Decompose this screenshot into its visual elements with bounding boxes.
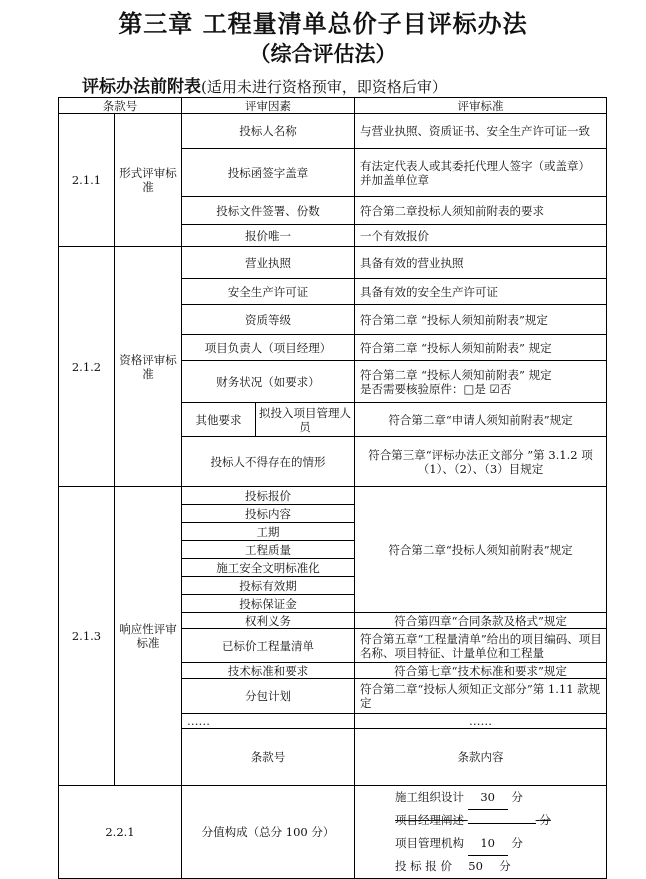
- factor-cell: 施工安全文明标准化: [182, 559, 355, 577]
- score-items: [355, 786, 607, 879]
- standard-cell: 符合第二章“申请人须知前附表”规定: [355, 403, 607, 437]
- score-line: [357, 786, 604, 809]
- header-clause: 条款号: [59, 98, 182, 114]
- table-row: [59, 487, 607, 505]
- factor-cell: 投标文件签署、份数: [182, 197, 355, 225]
- score-unit: 分: [539, 813, 551, 827]
- standard-cell: 符合第二章投标人须知前附表的要求: [355, 197, 607, 225]
- header-factor: 评审因素: [182, 98, 355, 114]
- score-line: [357, 809, 604, 832]
- score-unit: 分: [511, 836, 523, 850]
- table-row: [59, 114, 607, 149]
- ellipsis-factor: ……: [182, 714, 355, 729]
- score-content: 分值构成（总分 100 分）: [182, 786, 355, 879]
- sheet-heading: [82, 72, 447, 97]
- clause-2-1-3: 2.1.3: [59, 487, 115, 786]
- sheet-heading-bold: 评标办法前附表: [82, 77, 201, 97]
- factor-cell: 投标函签字盖章: [182, 149, 355, 197]
- standard-cell: [355, 361, 607, 403]
- factor-cell: 拟投入项目管理人员: [256, 403, 355, 437]
- factor-cell: 资质等级: [182, 305, 355, 335]
- standard-cell: 符合第二章“投标人须知前附表”规定: [355, 487, 607, 613]
- score-unit: 分: [499, 859, 511, 873]
- chapter-subtitle: （综合评估法）: [249, 42, 397, 66]
- standard-text: 符合第二章 “投标人须知前附表” 规定: [360, 367, 552, 382]
- standard-cell: 符合第四章“合同条款及格式”规定: [355, 613, 607, 629]
- score-label: 项目经理阐述: [395, 813, 464, 827]
- standard-text: 有法定代表人或其委托代理人签字（或盖章）: [360, 158, 590, 173]
- table-row: [59, 786, 607, 879]
- score-value: 50: [456, 855, 496, 879]
- clause-2-2-1: 2.2.1: [59, 786, 182, 879]
- score-label: 投 标 报 价: [395, 859, 452, 873]
- standard-cell: 与营业执照、资质证书、安全生产许可证一致: [355, 114, 607, 149]
- factor-cell: 已标价工程量清单: [182, 629, 355, 663]
- standard-cell: 符合第七章“技术标准和要求”规定: [355, 663, 607, 679]
- standard-cell: 具备有效的安全生产许可证: [355, 279, 607, 305]
- standard-cell: 符合第二章“投标人须知正文部分”第 1.11 款规定: [355, 679, 607, 714]
- standard-cell: 具备有效的营业执照: [355, 247, 607, 279]
- category-qualification: 资格评审标准: [115, 247, 182, 487]
- standard-cell: [355, 149, 607, 197]
- clause-2-1-1: 2.1.1: [59, 114, 115, 247]
- standard-cell: 符合第二章 “投标人须知前附表” 规定: [355, 335, 607, 361]
- standard-text-2: 并加盖单位章: [360, 172, 429, 187]
- score-value: 10: [468, 832, 508, 856]
- standard-text-2: （1）、（2）、（3）目规定: [417, 461, 544, 476]
- standard-cell: 符合第二章 “投标人须知前附表”规定: [355, 305, 607, 335]
- factor-cell: 投标人不得存在的情形: [182, 437, 355, 487]
- standard-cell: [355, 437, 607, 487]
- standard-text: 符合第三章“评标办法正文部分 ”第 3.1.2 项: [368, 447, 593, 462]
- evaluation-table: [58, 97, 607, 879]
- score-line: [357, 832, 604, 855]
- ellipsis-standard: ……: [355, 714, 607, 729]
- sheet-heading-note: (适用未进行资格预审，即资格后审）: [201, 78, 447, 96]
- category-formal: 形式评审标准: [115, 114, 182, 247]
- category-responsive: 响应性评审标准: [115, 487, 182, 786]
- factor-cell: 工程质量: [182, 541, 355, 559]
- factor-cell: 权利义务: [182, 613, 355, 629]
- table-row: [59, 247, 607, 279]
- factor-cell: 项目负责人（项目经理）: [182, 335, 355, 361]
- factor-cell: 投标有效期: [182, 577, 355, 595]
- factor-cell: 技术标准和要求: [182, 663, 355, 679]
- standard-cell: 一个有效报价: [355, 225, 607, 247]
- factor-cell: 财务状况（如要求）: [182, 361, 355, 403]
- chapter-title: 第三章 工程量清单总价子目评标办法: [118, 10, 528, 38]
- score-value: [468, 823, 536, 824]
- score-value: 30: [468, 786, 508, 810]
- standard-cell: 符合第五章“工程量清单”给出的项目编码、项目名称、项目特征、计量单位和工程量: [355, 629, 607, 663]
- factor-cell: 投标保证金: [182, 595, 355, 613]
- factor-cell: 投标报价: [182, 487, 355, 505]
- other-requirements-label: 其他要求: [182, 403, 256, 437]
- header-standard: 评审标准: [355, 98, 607, 114]
- factor-cell: 投标内容: [182, 505, 355, 523]
- factor-cell: 分包计划: [182, 679, 355, 714]
- factor-cell: 报价唯一: [182, 225, 355, 247]
- score-unit: 分: [511, 790, 523, 804]
- factor-cell: 工期: [182, 523, 355, 541]
- factor-cell: 营业执照: [182, 247, 355, 279]
- factor-cell: 投标人名称: [182, 114, 355, 149]
- factor-cell: 安全生产许可证: [182, 279, 355, 305]
- score-label: 施工组织设计: [395, 790, 464, 804]
- footer-header-clause: 条款号: [182, 729, 355, 786]
- score-line: [357, 855, 604, 878]
- score-label: 项目管理机构: [395, 836, 464, 850]
- footer-header-content: 条款内容: [355, 729, 607, 786]
- clause-2-1-2: 2.1.2: [59, 247, 115, 487]
- standard-text-2: 是否需要核验原件：□是 ☑否: [360, 381, 512, 396]
